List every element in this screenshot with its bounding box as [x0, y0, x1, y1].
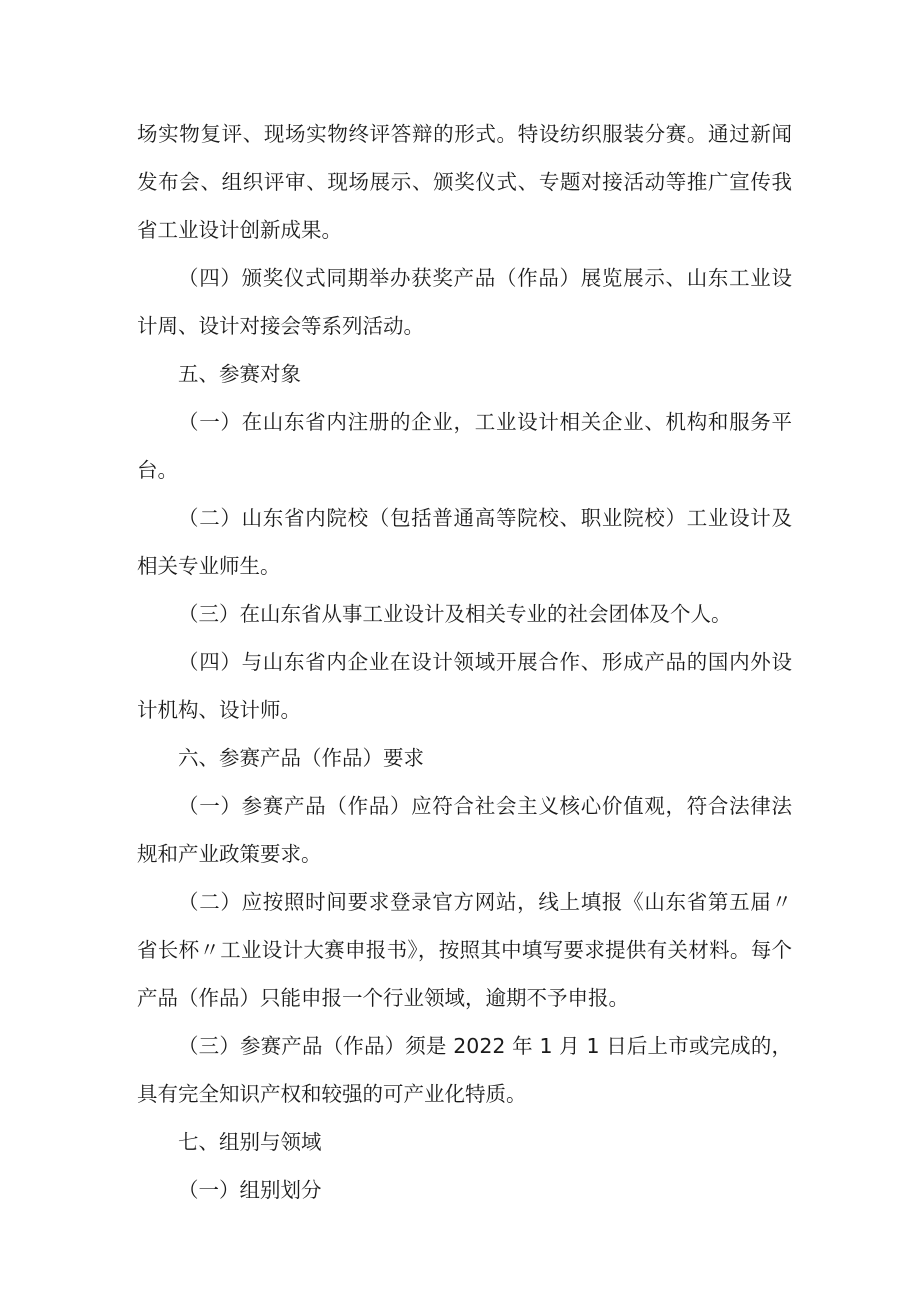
section-heading-6: 六、参赛产品（作品）要求 [178, 746, 424, 770]
paragraph-7-1: （一）组别划分 [178, 1178, 322, 1202]
document-body [137, 110, 792, 1214]
paragraph-continuation: 场实物复评、现场实物终评答辩的形式。特设纺织服装分赛。通过新闻发布会、组织评审、现场展示、颁奖仪式、专题对接活动等推广宣传我省工业设计创新成果。 [137, 122, 792, 242]
section-heading-5: 五、参赛对象 [178, 362, 301, 386]
paragraph-5-2: （二）山东省内院校（包括普通高等院校、职业院校）工业设计及相关专业师生。 [137, 506, 792, 578]
paragraph-4-award-activities: （四）颁奖仪式同期举办获奖产品（作品）展览展示、山东工业设计周、设计对接会等系列活动。 [137, 266, 792, 338]
paragraph-5-1: （一）在山东省内注册的企业，工业设计相关企业、机构和服务平台。 [137, 410, 792, 482]
section-heading-7: 七、组别与领域 [178, 1130, 322, 1154]
paragraph-5-4: （四）与山东省内企业在设计领域开展合作、形成产品的国内外设计机构、设计师。 [137, 650, 792, 722]
paragraph-6-1: （一）参赛产品（作品）应符合社会主义核心价值观，符合法律法规和产业政策要求。 [137, 794, 792, 866]
paragraph-5-3: （三）在山东省从事工业设计及相关专业的社会团体及个人。 [178, 602, 732, 626]
paragraph-6-2: （二）应按照时间要求登录官方网站，线上填报《山东省第五届〃省长杯〃工业设计大赛申报书》，按照其中填写要求提供有关材料。每个产品（作品）只能申报一个行业领域，逾期不予申报。 [137, 890, 792, 1010]
paragraph-6-3: （三）参赛产品（作品）须是 2022 年 1 月 1 日后上市或完成的，具有完全知识产权和较强的可产业化特质。 [137, 1034, 792, 1106]
